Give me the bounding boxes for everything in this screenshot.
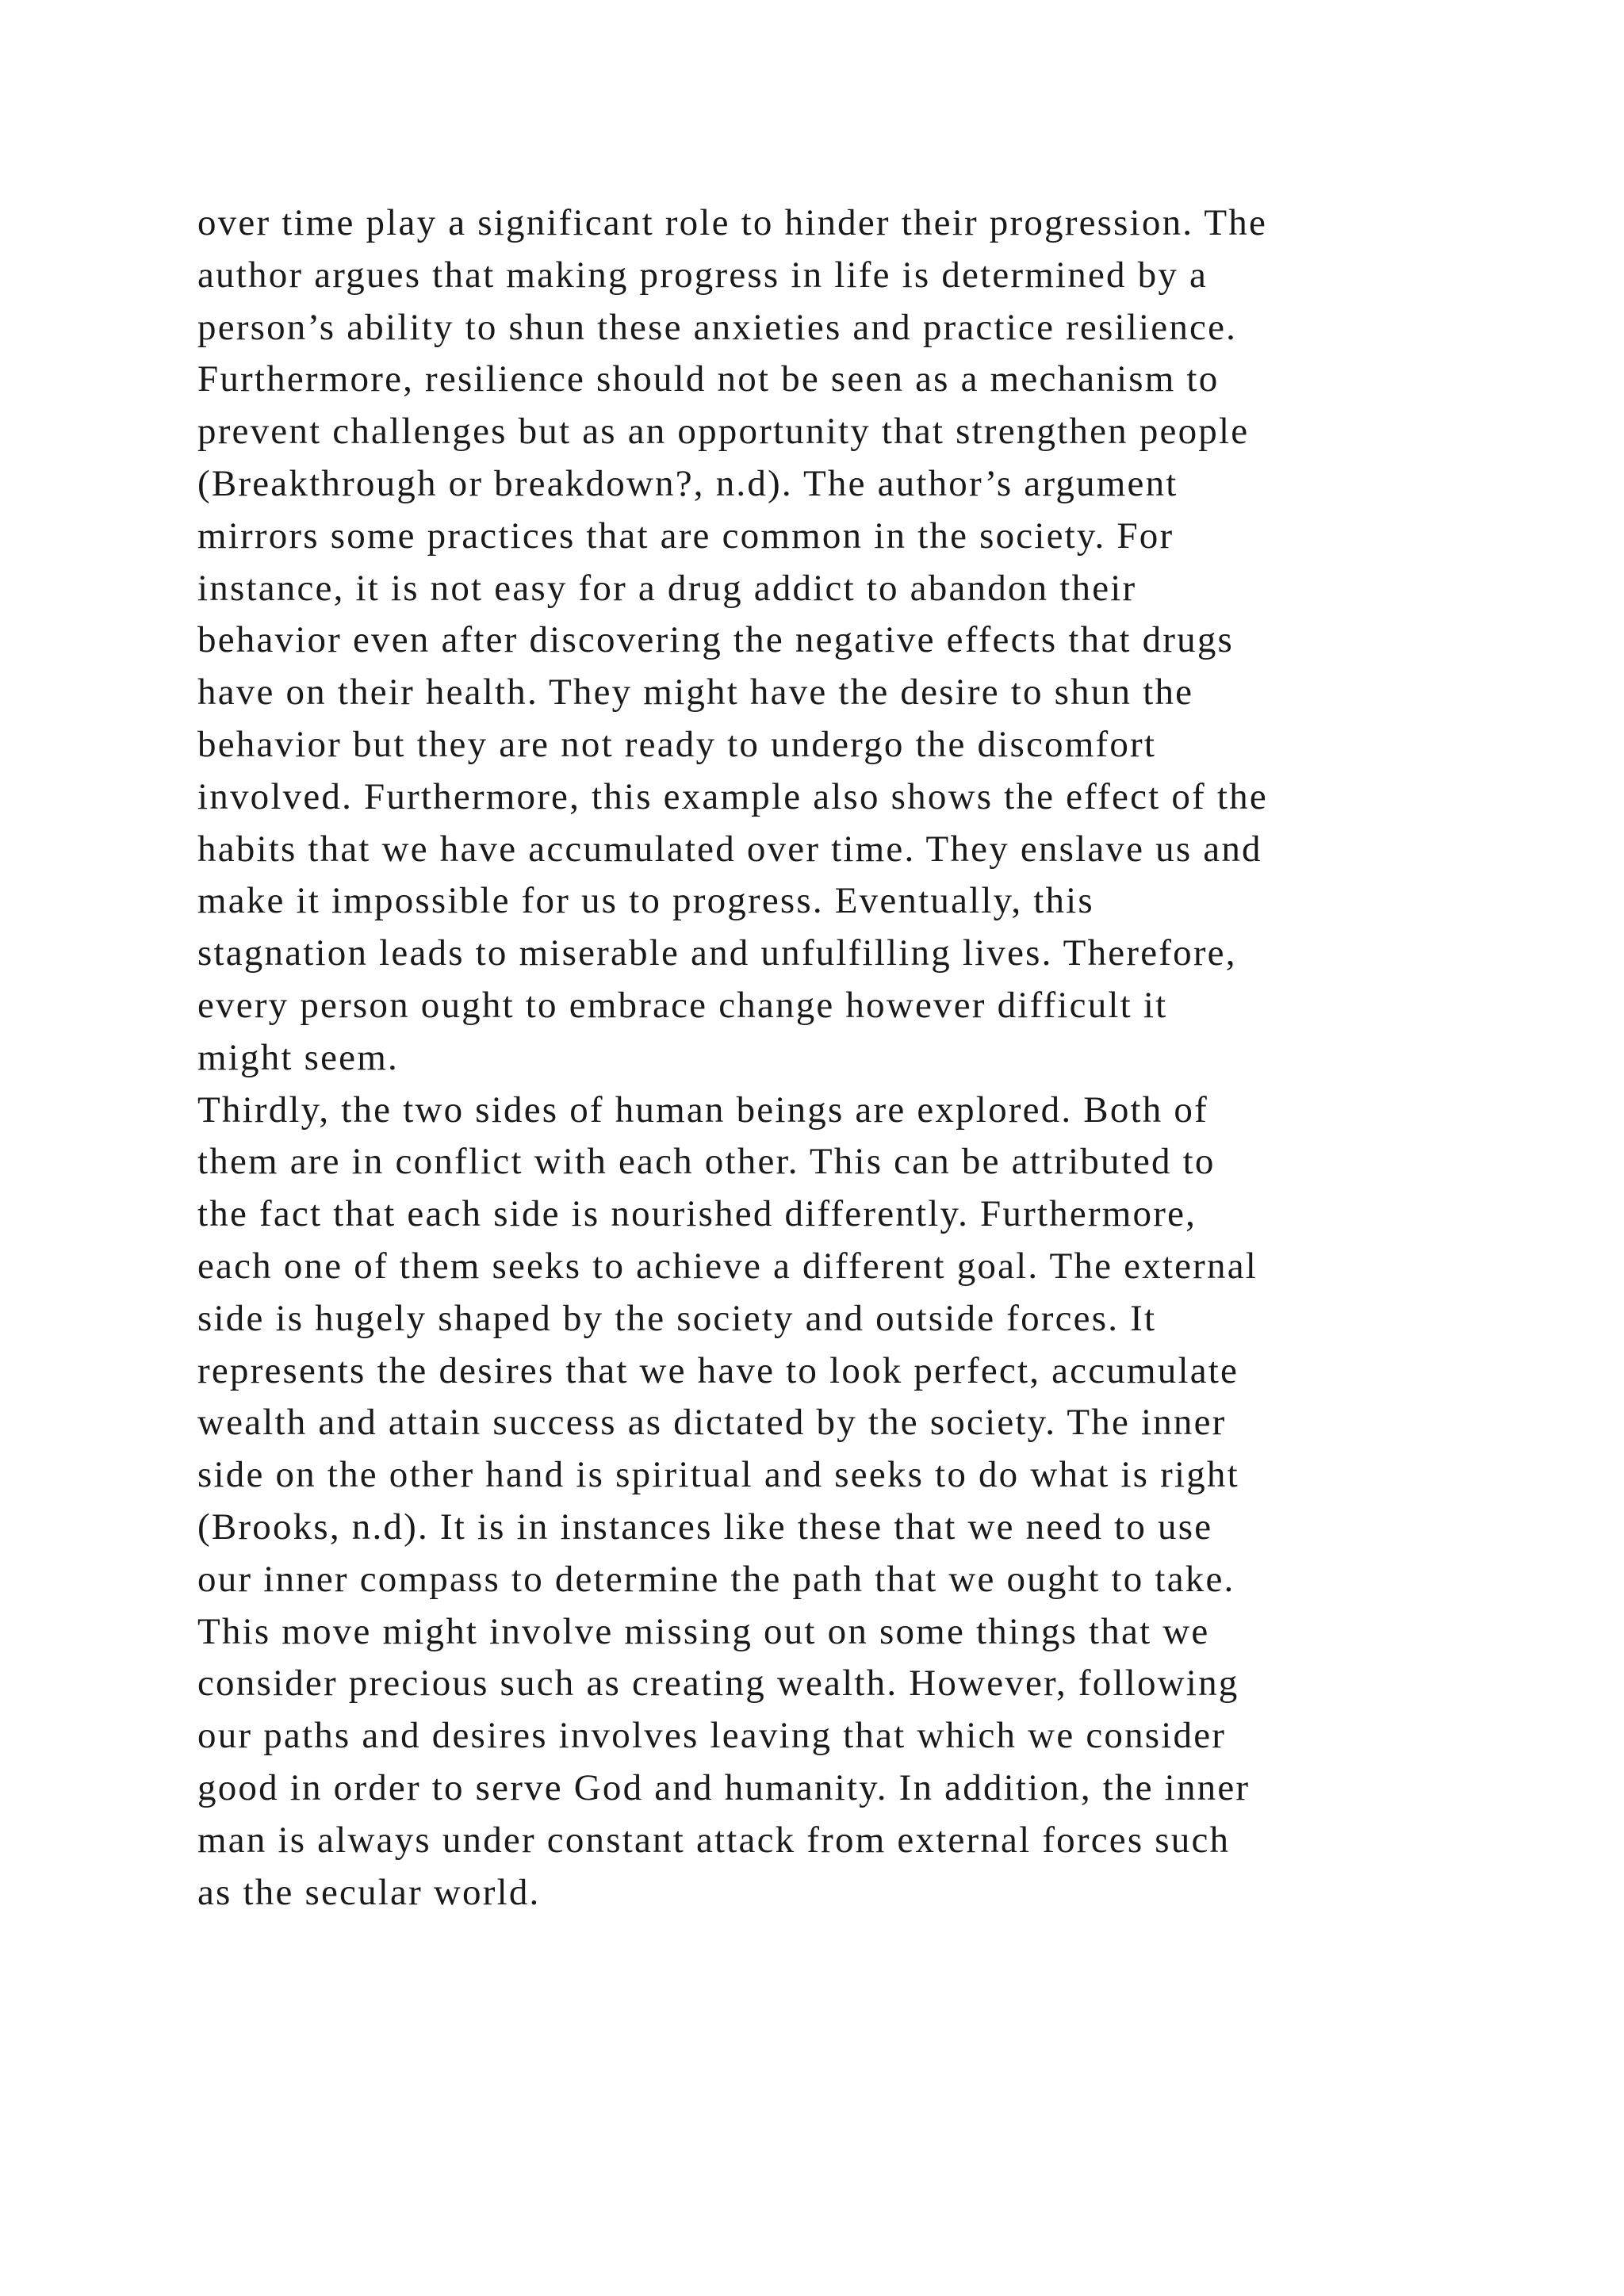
text-line: behavior even after discovering the negative effects that drugs bbox=[197, 619, 1235, 661]
text-line: might seem. bbox=[197, 1036, 399, 1078]
text-line: represents the desires that we have to look perfect, accumulate bbox=[197, 1349, 1239, 1391]
text-line: over time play a significant role to hinder their progression. The bbox=[197, 202, 1268, 243]
text-line: (Brooks, n.d). It is in instances like these that we need to use bbox=[197, 1506, 1213, 1548]
text-line: every person ought to embrace change however difficult it bbox=[197, 984, 1168, 1026]
text-line: side is hugely shaped by the society and outside forces. It bbox=[197, 1297, 1157, 1339]
text-line: side on the other hand is spiritual and seeks to do what is right bbox=[197, 1454, 1239, 1496]
text-line: have on their health. They might have the desire to shun the bbox=[197, 672, 1194, 714]
text-line: good in order to serve God and humanity. In addition, the inner bbox=[197, 1766, 1251, 1808]
text-line: Thirdly, the two sides of human beings are explored. Both of bbox=[197, 1089, 1208, 1131]
text-line: as the secular world. bbox=[197, 1871, 541, 1913]
text-line: our paths and desires involves leaving that which we consider bbox=[197, 1715, 1227, 1757]
text-line: author argues that making progress in life is determined by a bbox=[197, 254, 1208, 296]
text-line: stagnation leads to miserable and unfulfilling lives. Therefore, bbox=[197, 932, 1237, 974]
text-line: instance, it is not easy for a drug addict to abandon their bbox=[197, 567, 1137, 609]
text-line: person’s ability to shun these anxieties and practice resilience. bbox=[197, 306, 1238, 348]
text-line: man is always under constant attack from external forces such bbox=[197, 1819, 1231, 1861]
text-line: them are in conflict with each other. This can be attributed to bbox=[197, 1141, 1216, 1183]
text-line: consider precious such as creating wealth. However, following bbox=[197, 1663, 1239, 1705]
text-line: involved. Furthermore, this example also shows the effect of the bbox=[197, 775, 1268, 817]
text-line: prevent challenges but as an opportunity that strengthen people bbox=[197, 411, 1250, 453]
text-line: mirrors some practices that are common in the society. For bbox=[197, 515, 1174, 557]
text-line: the fact that each side is nourished differently. Furthermore, bbox=[197, 1193, 1197, 1235]
text-line: our inner compass to determine the path that we ought to take. bbox=[197, 1558, 1235, 1600]
text-line: wealth and attain success as dictated by the society. The inner bbox=[197, 1402, 1227, 1444]
text-line: This move might involve missing out on some things that we bbox=[197, 1610, 1210, 1652]
text-line: each one of them seeks to achieve a different goal. The external bbox=[197, 1245, 1258, 1287]
text-line: behavior but they are not ready to undergo the discomfort bbox=[197, 723, 1157, 765]
body-text bbox=[197, 197, 1466, 1919]
text-line: Furthermore, resilience should not be seen as a mechanism to bbox=[197, 358, 1220, 400]
text-line: make it impossible for us to progress. Eventually, this bbox=[197, 880, 1094, 922]
text-line: (Breakthrough or breakdown?, n.d). The author’s argument bbox=[197, 462, 1178, 504]
text-line: habits that we have accumulated over time. They enslave us and bbox=[197, 828, 1262, 870]
